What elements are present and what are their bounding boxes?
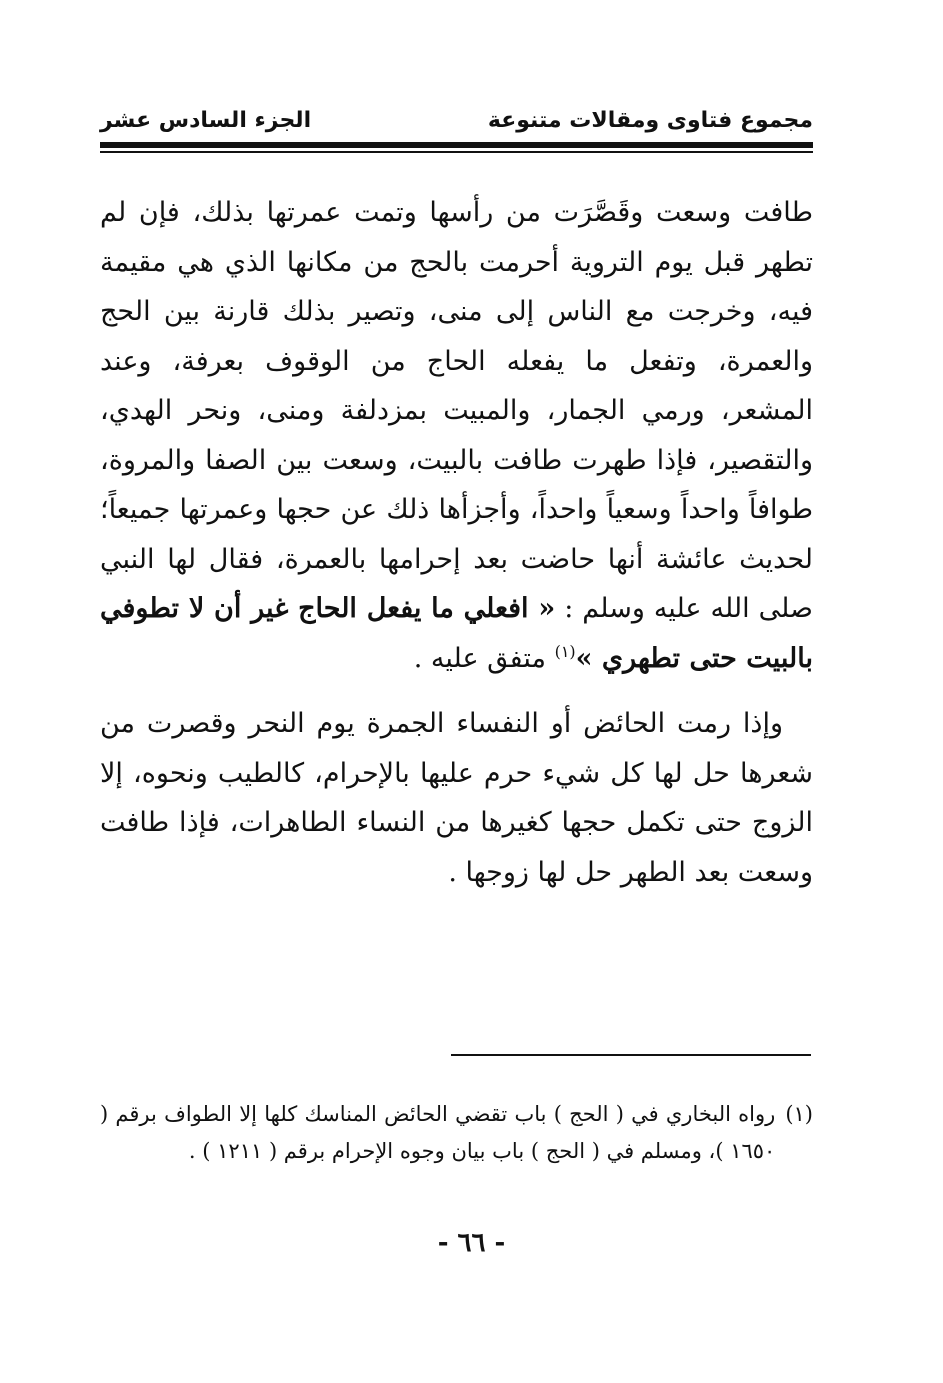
paragraph-1-end: متفق عليه .: [413, 642, 546, 674]
footnote-text: رواه البخاري في ( الحج ) باب تقضي الحائض المناسك كلها إلا الطواف برقم ( ١٦٥٠ )، ومسلم في ( الحج ) باب بيان وجوه الإحرام برقم ( ١٢١١ ) .: [100, 1102, 776, 1163]
body-text: [100, 188, 813, 897]
running-header: [100, 100, 813, 140]
footnote: [100, 1096, 813, 1170]
footnote-number: (١): [785, 1102, 813, 1126]
footnote-divider: [451, 1054, 811, 1056]
page-number: - ٦٦ -: [437, 1228, 506, 1258]
footnote-marker: (١): [554, 641, 576, 661]
header-rule-thin: [100, 151, 813, 153]
header-rule-thick: [100, 142, 813, 148]
paragraph-1-text: طافت وسعت وقَصَّرَت من رأسها وتمت عمرتها بذلك، فإن لم تطهر قبل يوم التروية أحرمت بالحج من مكانها الذي هي مقيمة فيه، وخرجت مع الناس إلى منى، وتصير بذلك قارنة بين الحج والعمرة، وتفعل ما يفعله الحاج من الوقوف بعرفة، وعند المشعر، ورمي الجمار، والمبيت بمزدلفة ومنى، ونحر الهدي، والتقصير، فإذا طهرت طافت بالبيت، وسعت بين الصفا والمروة، طوافاً واحداً وسعياً واحداً، وأجزأها ذلك عن حجها وعمرتها جميعاً؛ لحديث عائشة أنها حاضت بعد إحرامها بالعمرة، فقال لها النبي صلى الله عليه وسلم :: [100, 197, 813, 624]
hadith-quote: « افعلي ما يفعل الحاج غير أن لا تطوفي بالبيت حتى تطهري »: [100, 593, 813, 674]
book-title: مجموع فتاوى ومقالات متنوعة: [487, 107, 813, 133]
volume-label: الجزء السادس عشر: [100, 107, 312, 133]
paragraph-1: [100, 188, 813, 683]
paragraph-2: وإذا رمت الحائض أو النفساء الجمرة يوم النحر وقصرت من شعرها حل لها كل شيء حرم عليها بالإحرام، كالطيب ونحوه، إلا الزوج حتى تكمل حجها كغيرها من النساء الطاهرات، فإذا طافت وسعت بعد الطهر حل لها زوجها .: [100, 708, 813, 888]
